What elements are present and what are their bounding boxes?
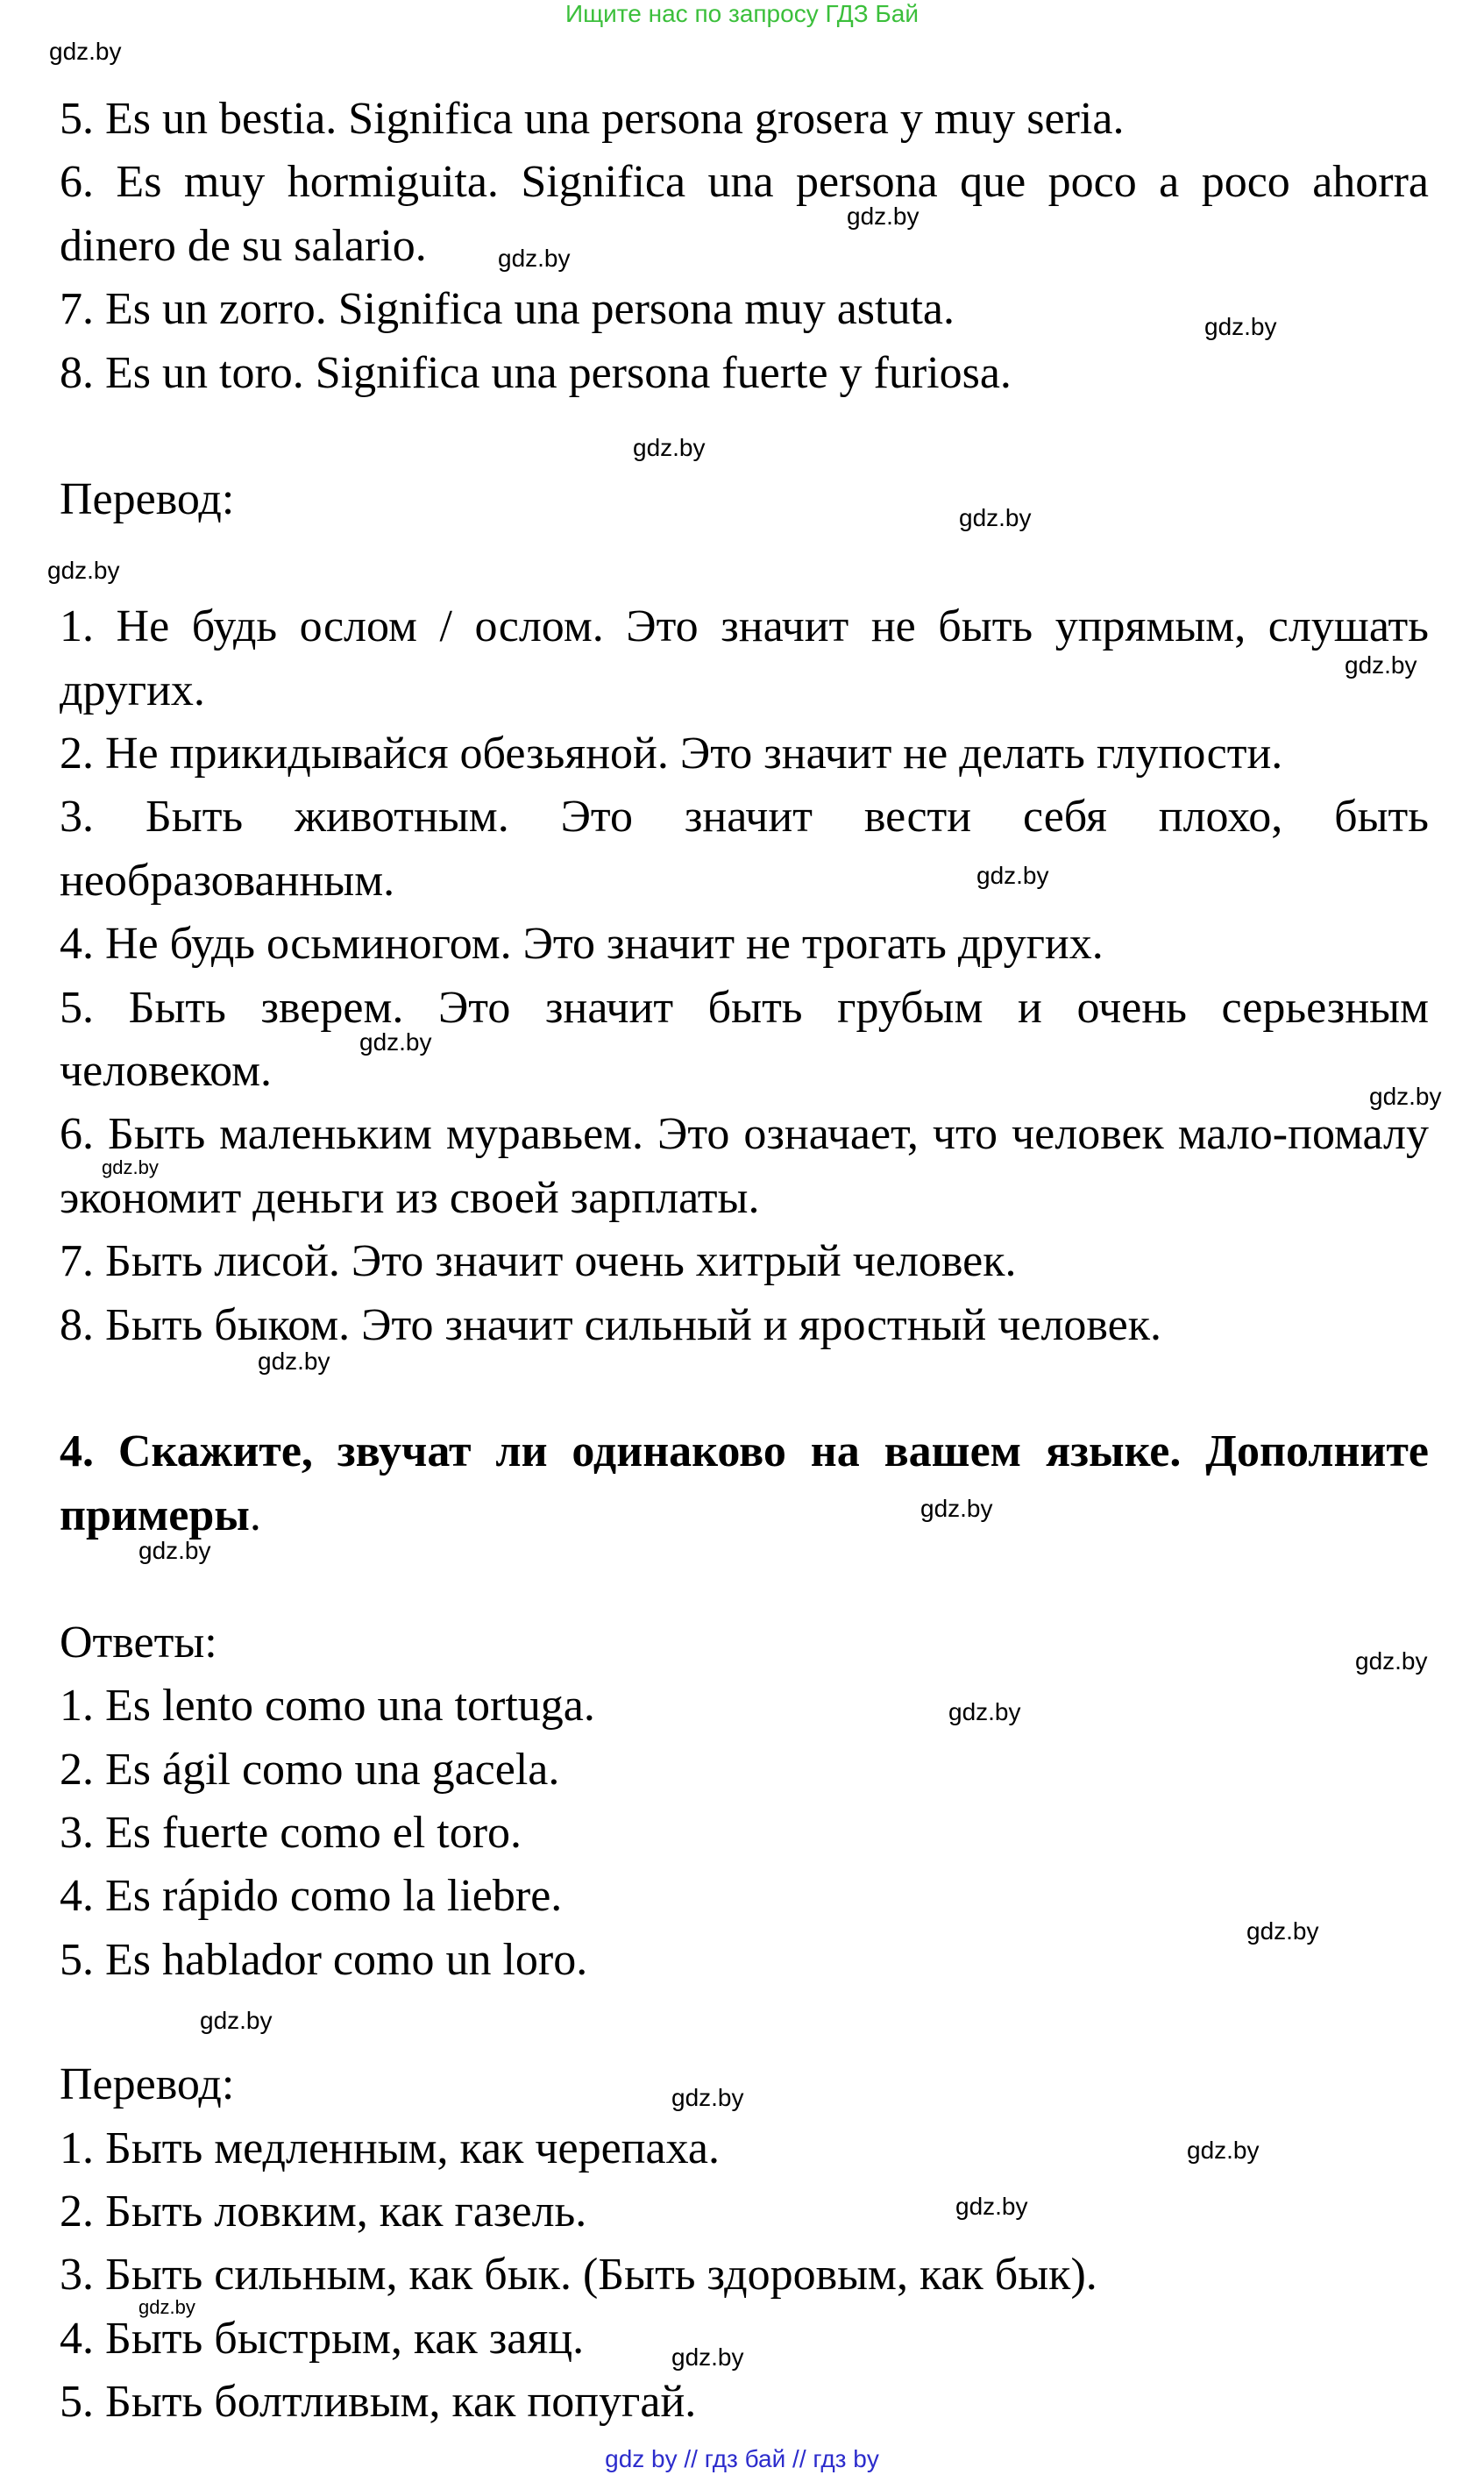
answer-item-2: 2. Es ágil como una gacela. [60,1744,560,1795]
spacer [60,405,1429,468]
watermark: gdz.by [258,1348,330,1375]
translation-2-item-1: 1. Быть медленным, как черепаха. [60,2123,720,2173]
watermark: gdz.by [498,245,571,272]
watermark: gdz.by [948,1698,1021,1725]
meaning-es-5: 5. Es un bestia. Significa una persona grosera y muy seria. [60,94,1125,144]
translation-item-4: 4. Не будь осьминогом. Это значит не трогать других. [60,919,1104,970]
spacer [60,532,1429,595]
watermark: gdz.by [1345,651,1417,679]
translation-heading: Перевод: [60,474,235,525]
watermark: gdz.by [955,2193,1028,2220]
answers-heading: Ответы: [60,1617,217,1668]
answer-item-3: 3. Es fuerte como el toro. [60,1807,522,1858]
meaning-es-7: 7. Es un zorro. Significa una persona muy astuta. [60,284,955,335]
watermark: gdz.by [359,1028,432,1056]
task-4-title: 4. Скажите, звучат ли одинаково на вашем языке. Дополните примеры [60,1426,1429,1540]
watermark: gdz.by [1246,1917,1319,1945]
watermark: gdz.by [633,434,706,461]
watermark: gdz.by [847,203,920,230]
watermark: gdz.by [671,2084,744,2111]
translation-2-item-5: 5. Быть болтливым, как попугай. [60,2377,697,2428]
footer-links[interactable]: gdz by // гдз бай // гдз by [605,2445,879,2472]
watermark: gdz.by [102,1156,159,1178]
translation-2-item-4: 4. Быть быстрым, как заяц. [60,2313,585,2364]
spacer [60,1547,1429,1611]
task-4-title-period: . [249,1490,261,1540]
watermark: gdz.by [138,1537,211,1564]
translation-2-heading: Перевод: [60,2059,235,2110]
watermark: gdz.by [49,38,122,65]
translation-item-7: 7. Быть лисой. Это значит очень хитрый человек. [60,1236,1017,1287]
translation-2-item-2: 2. Быть ловким, как газель. [60,2186,587,2237]
translation-item-6: 6. Быть маленьким муравьем. Это означает, что человек мало-помалу экономит деньги из своей зарплаты. [60,1109,1429,1223]
answer-item-1: 1. Es lento como una tortuga. [60,1681,595,1732]
task-4-heading [60,1420,1429,1547]
watermark: gdz.by [1187,2137,1260,2164]
watermark: gdz.by [200,2007,273,2034]
watermark: gdz.by [920,1495,993,1522]
meaning-es-6: 6. Es muy hormiguita. Significa una persona que poco a poco ahorra dinero de su salario. [60,157,1429,271]
document-body [60,88,1429,2435]
watermark: gdz.by [959,504,1032,531]
watermark: gdz.by [976,862,1049,889]
watermark: gdz.by [1369,1083,1442,1110]
watermark: gdz.by [1355,1647,1428,1675]
translation-item-5: 5. Быть зверем. Это значит быть грубым и очень серьезным человеком. [60,982,1429,1097]
meaning-es-8: 8. Es un toro. Significa una persona fuerte y furiosa. [60,347,1012,398]
translation-item-1: 1. Не будь ослом / ослом. Это значит не быть упрямым, слушать других. [60,601,1429,715]
translation-2-item-3: 3. Быть сильным, как бык. (Быть здоровым, как бык). [60,2250,1097,2301]
watermark: gdz.by [671,2343,744,2371]
translation-item-3: 3. Быть животным. Это значит вести себя плохо, быть необразованным. [60,792,1429,906]
watermark: gdz.by [47,557,120,584]
header-search-link[interactable]: Ищите нас по запросу ГДЗ Бай [564,0,920,27]
translation-item-2: 2. Не прикидывайся обезьяной. Это значит не делать глупости. [60,729,1283,779]
answer-item-5: 5. Es hablador como un loro. [60,1934,588,1985]
watermark: gdz.by [138,2296,195,2318]
watermark: gdz.by [1204,313,1277,340]
translation-item-8: 8. Быть быком. Это значит сильный и яростный человек. [60,1299,1161,1350]
answer-item-4: 4. Es rápido como la liebre. [60,1871,563,1922]
